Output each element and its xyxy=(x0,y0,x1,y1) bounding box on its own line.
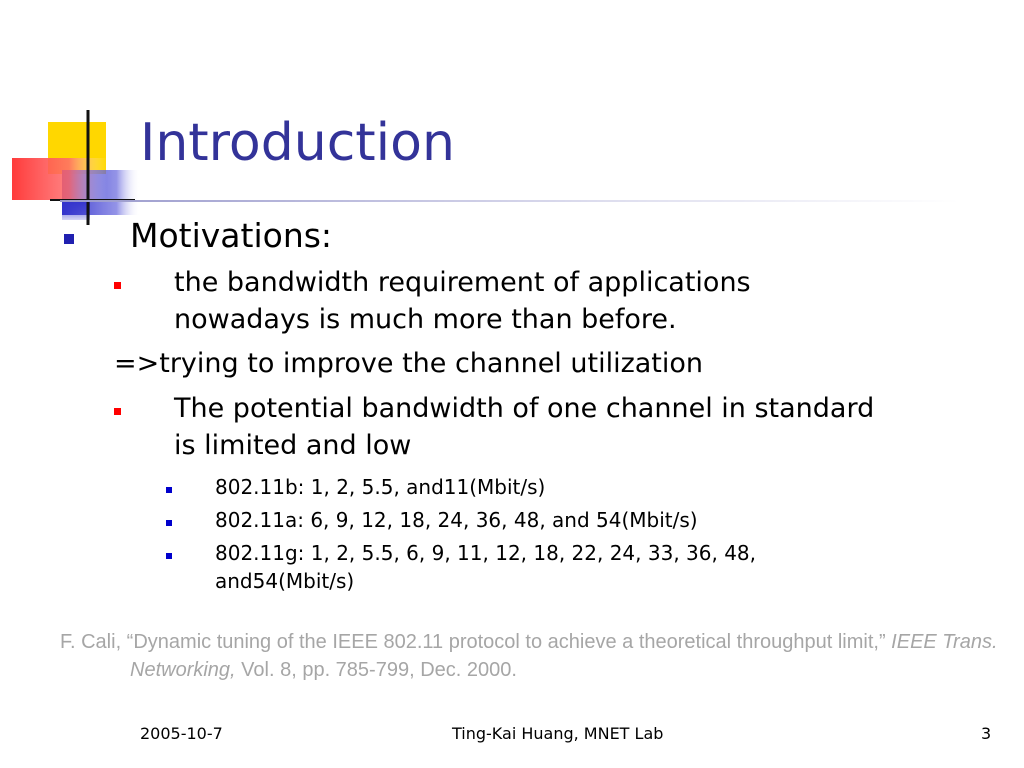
level2-bullet xyxy=(114,282,121,289)
deco-red-bar xyxy=(12,158,107,200)
point-potential-bandwidth-line2: is limited and low xyxy=(174,430,412,461)
rate-80211g: 802.11g: 1, 2, 5.5, 6, 9, 11, 12, 18, 22, 24, 33, 36, 48, xyxy=(215,541,757,565)
citation-reference xyxy=(60,628,1024,684)
title-decoration xyxy=(0,100,150,230)
point-bandwidth-requirement-line1: the bandwidth requirement of applications xyxy=(174,267,751,298)
footer-author: Ting-Kai Huang, MNET Lab xyxy=(452,724,664,743)
rate-80211a: 802.11a: 6, 9, 12, 18, 24, 36, 48, and 54(Mbit/s) xyxy=(215,508,698,532)
title-underline xyxy=(60,200,960,202)
level3-bullet xyxy=(166,487,172,493)
citation-journal: IEEE Trans. Networking, xyxy=(130,631,998,681)
citation-text: F. Cali, “Dynamic tuning of the IEEE 802.11 protocol to achieve a theoretical throughput limit,” xyxy=(60,631,892,653)
footer-date: 2005-10-7 xyxy=(140,724,223,743)
slide-title: Introduction xyxy=(140,113,455,173)
point-potential-bandwidth-line1: The potential bandwidth of one channel in standard xyxy=(174,393,875,424)
level3-bullet xyxy=(166,520,172,526)
footer-page-number: 3 xyxy=(981,724,992,743)
citation-details: Vol. 8, pp. 785-799, Dec. 2000. xyxy=(235,659,517,681)
point-bandwidth-requirement-line2: nowadays is much more than before. xyxy=(174,304,677,335)
level2-bullet xyxy=(114,408,121,415)
rate-80211g-continued: and54(Mbit/s) xyxy=(215,569,355,593)
motivations-heading: Motivations: xyxy=(130,216,333,255)
arrow-note: =>trying to improve the channel utilization xyxy=(114,348,704,379)
level3-bullet xyxy=(166,553,172,559)
rate-80211b: 802.11b: 1, 2, 5.5, and11(Mbit/s) xyxy=(215,475,546,499)
level1-bullet xyxy=(64,234,74,244)
deco-blue-stub xyxy=(62,200,90,220)
